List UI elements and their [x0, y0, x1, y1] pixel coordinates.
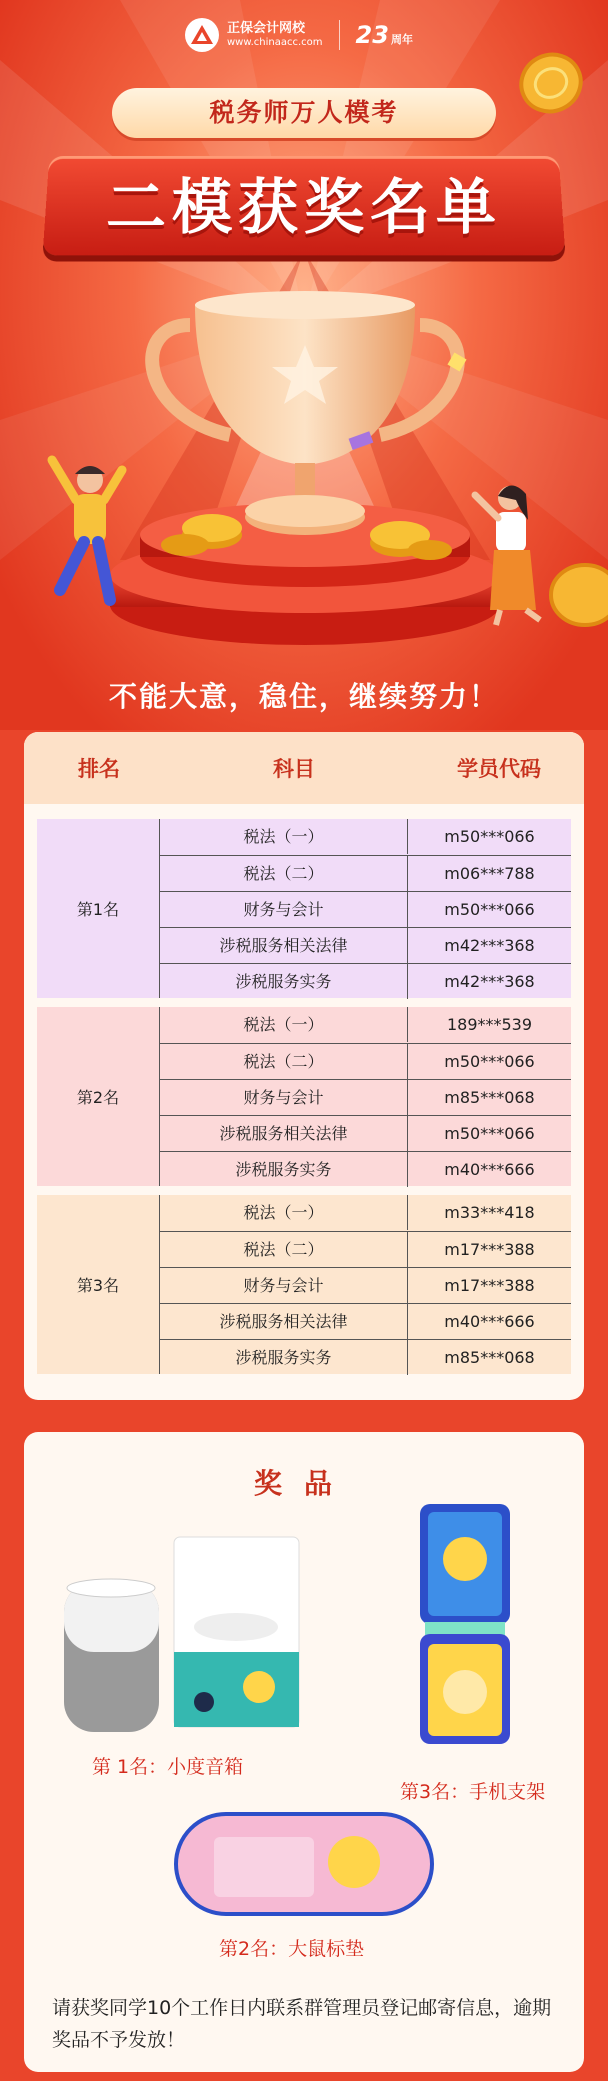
student-code-cell: m50***066 [444, 827, 535, 846]
table-row [160, 1007, 571, 1042]
subject-cell: 财务与会计 [160, 1268, 408, 1303]
prize-third-caption: 第3名：手机支架 [400, 1781, 546, 1803]
student-code-cell: 189***539 [446, 1015, 533, 1034]
brand-logo-icon [185, 18, 219, 52]
subject-cell: 涉税服务实务 [160, 1340, 408, 1375]
subject-cell: 税法（一） [160, 819, 408, 854]
student-code-cell: m85***068 [444, 1348, 535, 1367]
table-row [160, 963, 571, 999]
table-row [160, 819, 571, 854]
table-row [160, 1115, 571, 1151]
prize-first-caption: 第 1名：小度音箱 [92, 1756, 244, 1778]
coin-icon [545, 555, 608, 635]
table-row [160, 1151, 571, 1187]
table-row [160, 1195, 571, 1230]
student-code-cell: m17***388 [444, 1276, 535, 1295]
anniversary-badge: 23 周年 [355, 21, 413, 49]
student-code-cell: m50***066 [444, 900, 535, 919]
table-row [160, 1267, 571, 1303]
brand-logo[interactable] [185, 18, 413, 52]
phone-stand-image [410, 1504, 520, 1754]
trophy-illustration [100, 285, 510, 645]
student-code-cell: m42***368 [444, 936, 535, 955]
brand-url: www.chinaacc.com [227, 36, 323, 48]
student-code-cell: m40***666 [444, 1160, 535, 1179]
notice-text: 请获奖同学10个工作日内联系群管理员登记邮寄信息，逾期奖品不予发放！ [52, 1997, 552, 2051]
table-row [160, 855, 571, 891]
prizes-title: 奖品 [253, 1467, 354, 1500]
rank-group [37, 1007, 571, 1186]
rank-label: 第1名 [37, 819, 160, 998]
student-code-cell: m85***068 [444, 1088, 535, 1107]
table-row [160, 891, 571, 927]
slogan: 不能大意，稳住，继续努力！ [108, 680, 499, 713]
subject-cell: 涉税服务相关法律 [160, 928, 408, 963]
ranking-card [24, 732, 584, 1400]
rank-label: 第2名 [37, 1007, 160, 1186]
table-row [160, 1043, 571, 1079]
page-title: 二模获奖名单 [106, 173, 502, 243]
coin-icon [516, 48, 586, 118]
student-code-cell: m50***066 [444, 1052, 535, 1071]
rank-group [37, 1195, 571, 1374]
student-code-cell: m06***788 [444, 864, 535, 883]
subject-cell: 涉税服务实务 [160, 1152, 408, 1187]
rank-group [37, 819, 571, 998]
event-subtitle: 税务师万人模考 [112, 88, 496, 138]
subject-cell: 税法（二） [160, 1044, 408, 1079]
rank-label: 第3名 [37, 1195, 160, 1374]
subject-cell: 财务与会计 [160, 892, 408, 927]
hero-section [0, 0, 608, 730]
student-code-cell: m40***666 [444, 1312, 535, 1331]
student-code-cell: m33***418 [444, 1203, 535, 1222]
column-header-subject: 科目 [273, 757, 315, 781]
smart-speaker-image [64, 1532, 304, 1737]
subject-cell: 税法（二） [160, 856, 408, 891]
subject-cell: 涉税服务相关法律 [160, 1304, 408, 1339]
student-code-cell: m50***066 [444, 1124, 535, 1143]
prize-second-caption: 第2名：大鼠标垫 [219, 1938, 365, 1960]
student-code-cell: m42***368 [444, 972, 535, 991]
subject-cell: 财务与会计 [160, 1080, 408, 1115]
table-row [160, 1303, 571, 1339]
table-row [160, 1231, 571, 1267]
subject-cell: 税法（二） [160, 1232, 408, 1267]
brand-name: 正保会计网校 [227, 21, 306, 37]
mouse-pad-image [174, 1812, 434, 1922]
column-header-code: 学员代码 [457, 757, 541, 781]
celebrating-man-illustration [40, 450, 140, 620]
prizes-card [24, 1432, 584, 2072]
table-row [160, 927, 571, 963]
table-header [24, 732, 584, 804]
table-row [160, 1079, 571, 1115]
subject-cell: 涉税服务实务 [160, 964, 408, 999]
subject-cell: 税法（一） [160, 1007, 408, 1042]
subject-cell: 税法（一） [160, 1195, 408, 1230]
logo-divider [339, 20, 340, 50]
table-row [160, 1339, 571, 1375]
student-code-cell: m17***388 [444, 1240, 535, 1259]
subject-cell: 涉税服务相关法律 [160, 1116, 408, 1151]
column-header-rank: 排名 [78, 757, 120, 781]
